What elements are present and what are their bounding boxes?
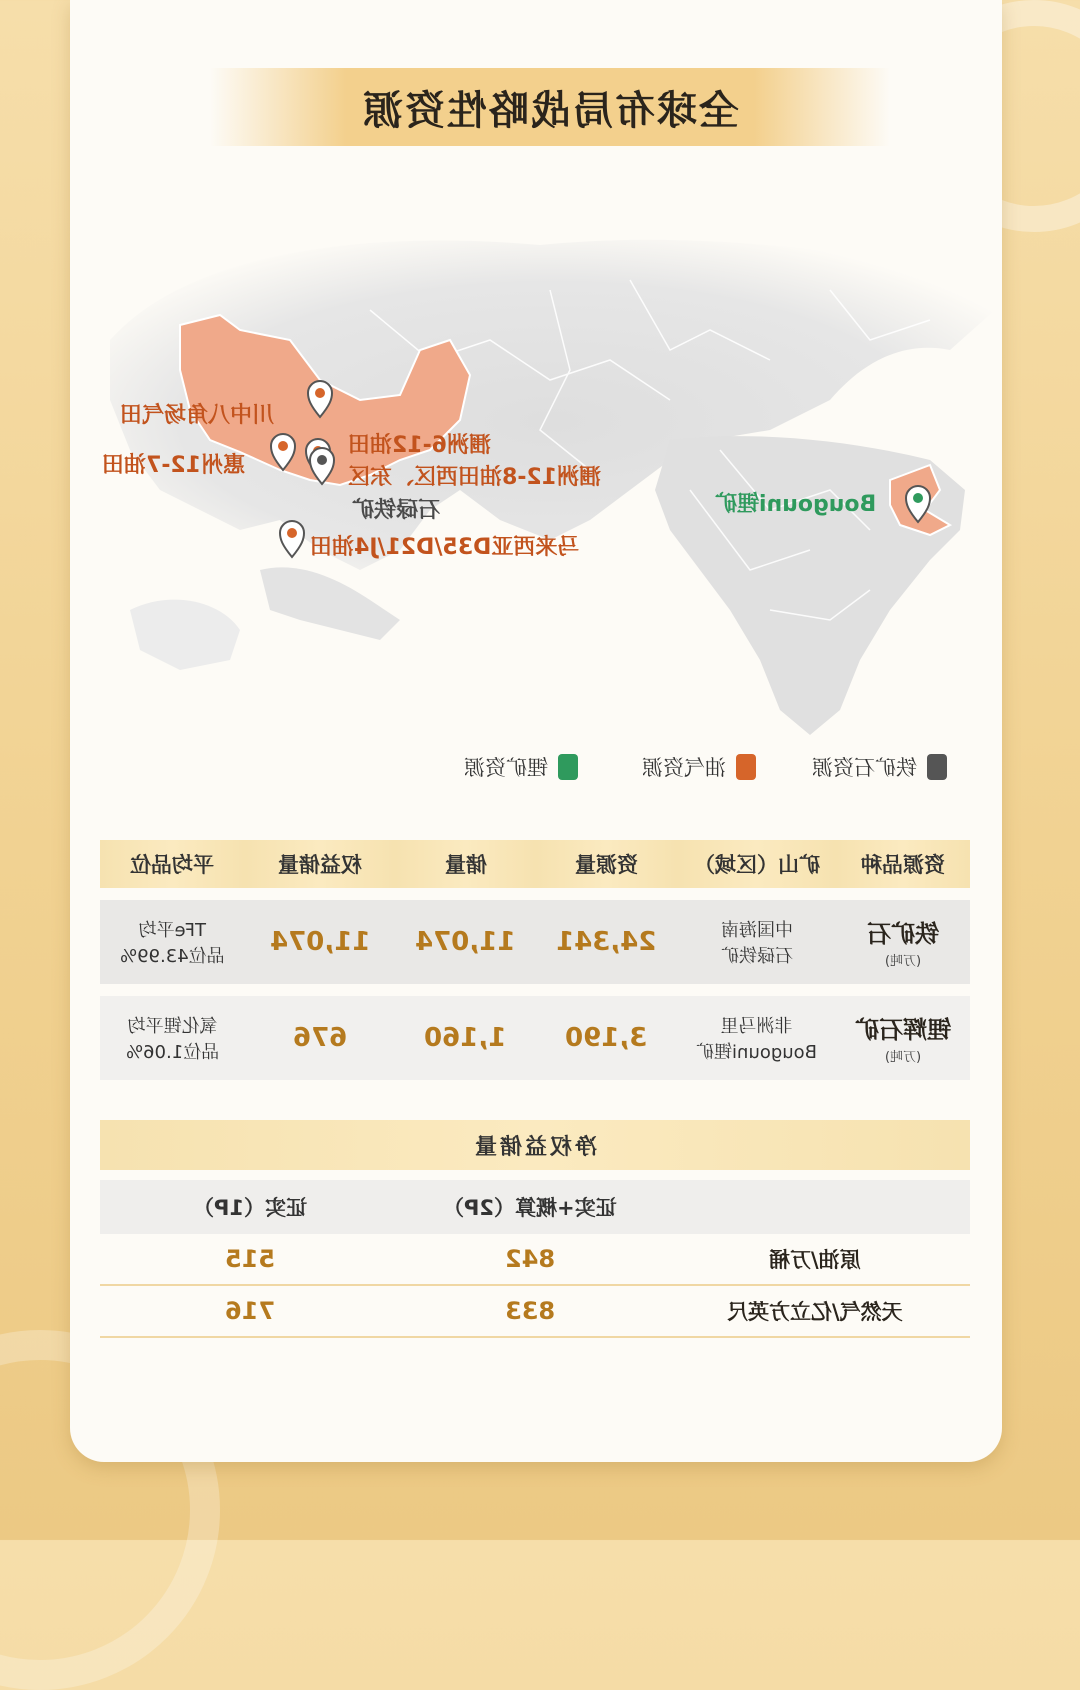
header-resource: 资源量 (574, 853, 638, 877)
kind-cell: 锂辉石矿 (万吨) (855, 1016, 952, 1065)
label-chuanzhong: 川中八角场气田 (120, 403, 275, 428)
gas-label: 天然气/亿立方英尺 (727, 1300, 904, 1324)
net-reserve-title: 净权益储量 (472, 1134, 598, 1160)
map-legend (70, 752, 1002, 792)
resource-cell: 24,341 (556, 927, 657, 957)
label-bougouni: Bougouni锂矿 (715, 492, 877, 517)
header-equity: 权益储量 (277, 853, 362, 877)
table-row (100, 1234, 970, 1285)
page-title: 全球布局战略性资源 (361, 87, 739, 134)
mine-cell: 中国海南 石碌铁矿 (720, 920, 793, 967)
header-kind: 资源品种 (861, 853, 946, 877)
gas-1p: 716 (224, 1297, 276, 1325)
label-huizhou: 惠州12-7油田 (102, 453, 246, 478)
reserve-cell: 11,074 (415, 927, 516, 957)
table-row (100, 996, 970, 1080)
header-reserve: 储量 (444, 853, 487, 877)
crude-label: 原油/万桶 (769, 1248, 862, 1272)
content-card (70, 0, 1002, 1462)
kind-cell: 铁矿石 (万吨) (867, 920, 940, 969)
legend-oil: 油气资源 (642, 752, 756, 782)
net-reserve-title-row (100, 1120, 970, 1170)
legend-swatch-iron (927, 754, 947, 780)
header-grade: 平均品位 (130, 853, 215, 877)
landmass-australia-edge (130, 600, 240, 670)
equity-cell: 11,074 (269, 927, 371, 957)
header-mine: 矿山（区域） (693, 853, 820, 877)
label-weizhou-6-12: 涠洲6-12油田 (348, 433, 492, 458)
label-weizhou-12-8: 涠洲12-8油田西区、东区 (348, 465, 602, 490)
crude-2p: 842 (505, 1245, 556, 1273)
label-shilu-iron: 石碌铁矿 (352, 498, 441, 523)
table-row (100, 1285, 970, 1337)
title-banner (210, 68, 890, 146)
net-reserve-table (100, 1120, 970, 1338)
landmass-sea-islands (260, 567, 400, 640)
world-map (70, 190, 1002, 750)
resource-table-header (100, 840, 970, 888)
legend-lithium: 锂矿资源 (464, 752, 578, 782)
header-2p: 证实+概算（2P） (443, 1196, 618, 1220)
grade-cell: 氧化锂平均 品位1.06% (125, 1016, 219, 1063)
resource-table (100, 840, 970, 1080)
grade-cell: TFe平均 品位43.99% (120, 920, 225, 967)
mine-cell: 非洲马里 Bougouni锂矿 (696, 1016, 818, 1063)
equity-cell: 676 (292, 1023, 348, 1053)
legend-iron: 铁矿石资源 (812, 752, 947, 782)
table-row (100, 900, 970, 984)
legend-swatch-lithium (558, 754, 578, 780)
label-malaysia: 马来西亚D35/D21/J4油田 (310, 535, 580, 560)
crude-1p: 515 (224, 1245, 276, 1273)
net-reserve-subheader (100, 1180, 970, 1234)
pin-oil-4 (280, 521, 304, 557)
legend-swatch-oil (736, 754, 756, 780)
resource-cell: 3,190 (565, 1023, 648, 1053)
gas-2p: 833 (505, 1297, 556, 1325)
header-1p: 证实（1P） (193, 1196, 308, 1220)
reserve-cell: 1,160 (424, 1023, 507, 1053)
